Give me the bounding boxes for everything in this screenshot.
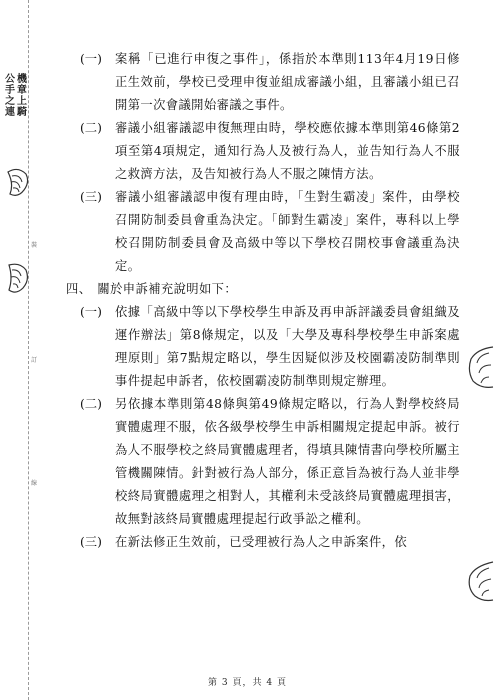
clause-item: [60, 301, 460, 393]
seal-fragment-icon: [6, 168, 30, 200]
clause-label: (三): [80, 535, 102, 549]
clause-text: 審議小組審議認申復有理由時，「生對生霸凌」案件，由學校召開防制委員會重為決定。「師對生霸凌」案件，專科以上學校召開防制委員會及高級中等以下學校召開校事會議重為決定。: [115, 190, 460, 273]
clause-item: [60, 117, 460, 186]
section-title: 關於申訴補充說明如下：: [97, 282, 238, 296]
clause-label: (二): [80, 397, 102, 411]
clause-text: 在新法修正生效前，已受理被行為人之申訴案件，依: [115, 535, 408, 549]
seal-fragment-icon: [465, 560, 495, 604]
binding-mark: 裝: [31, 242, 38, 249]
document-body: [60, 48, 460, 554]
clause-item: [60, 531, 460, 554]
binding-line: [28, 0, 29, 700]
clause-text: 審議小組審議認申復無理由時，學校應依據本準則第46條第2項至第4項規定，通知行為人及被行為人，並告知行為人不服之救濟方法，及告知被行為人不服之陳情方法。: [115, 121, 460, 181]
clause-label: (三): [80, 190, 102, 204]
section-label: 四、: [66, 282, 92, 296]
official-stamp-text: 公 機 手 章 之 上 連 騎: [5, 74, 27, 118]
clause-text: 案稱「已進行申復之事件」，係指於本準則113年4月19日修正生效前，學校已受理申復並組成審議小組，且審議小組已召開第一次會議開始審議之事件。: [115, 52, 460, 112]
clause-label: (二): [80, 121, 102, 135]
clause-item: [60, 186, 460, 278]
clause-label: (一): [80, 305, 102, 319]
clause-text: 依據「高級中等以下學校學生申訴及再申訴評議委員會組織及運作辦法」第8條規定，以及「大學及專科學校學生申訴案處理原則」第7點規定略以，學生因疑似涉及校園霸凌防制準則事件提起申訴者，依校園霸凌防制準則規定辦理。: [115, 305, 460, 388]
clause-label: (一): [80, 52, 102, 66]
section-heading: [66, 278, 460, 301]
clause-item: [60, 48, 460, 117]
clause-item: [60, 393, 460, 531]
seal-fragment-icon: [465, 345, 495, 391]
page-number: 第 3 頁，共 4 頁: [208, 678, 287, 688]
binding-mark: 線: [31, 480, 38, 487]
clause-text: 另依據本準則第48條與第49條規定略以，行為人對學校終局實體處理不服，依各級學校學生申訴相關規定提起申訴。被行為人不服學校之終局實體處理者，得填具陳情書向學校所屬主管機關陳情。針對被行為人部分，係正意旨為被行為人並非學校終局實體處理之相對人，其權利未受該終局實體處理損害，故無對該終局實體處理提起行政爭訟之權利。: [115, 397, 460, 526]
seal-fragment-icon: [6, 262, 30, 296]
binding-mark: 訂: [31, 357, 38, 364]
